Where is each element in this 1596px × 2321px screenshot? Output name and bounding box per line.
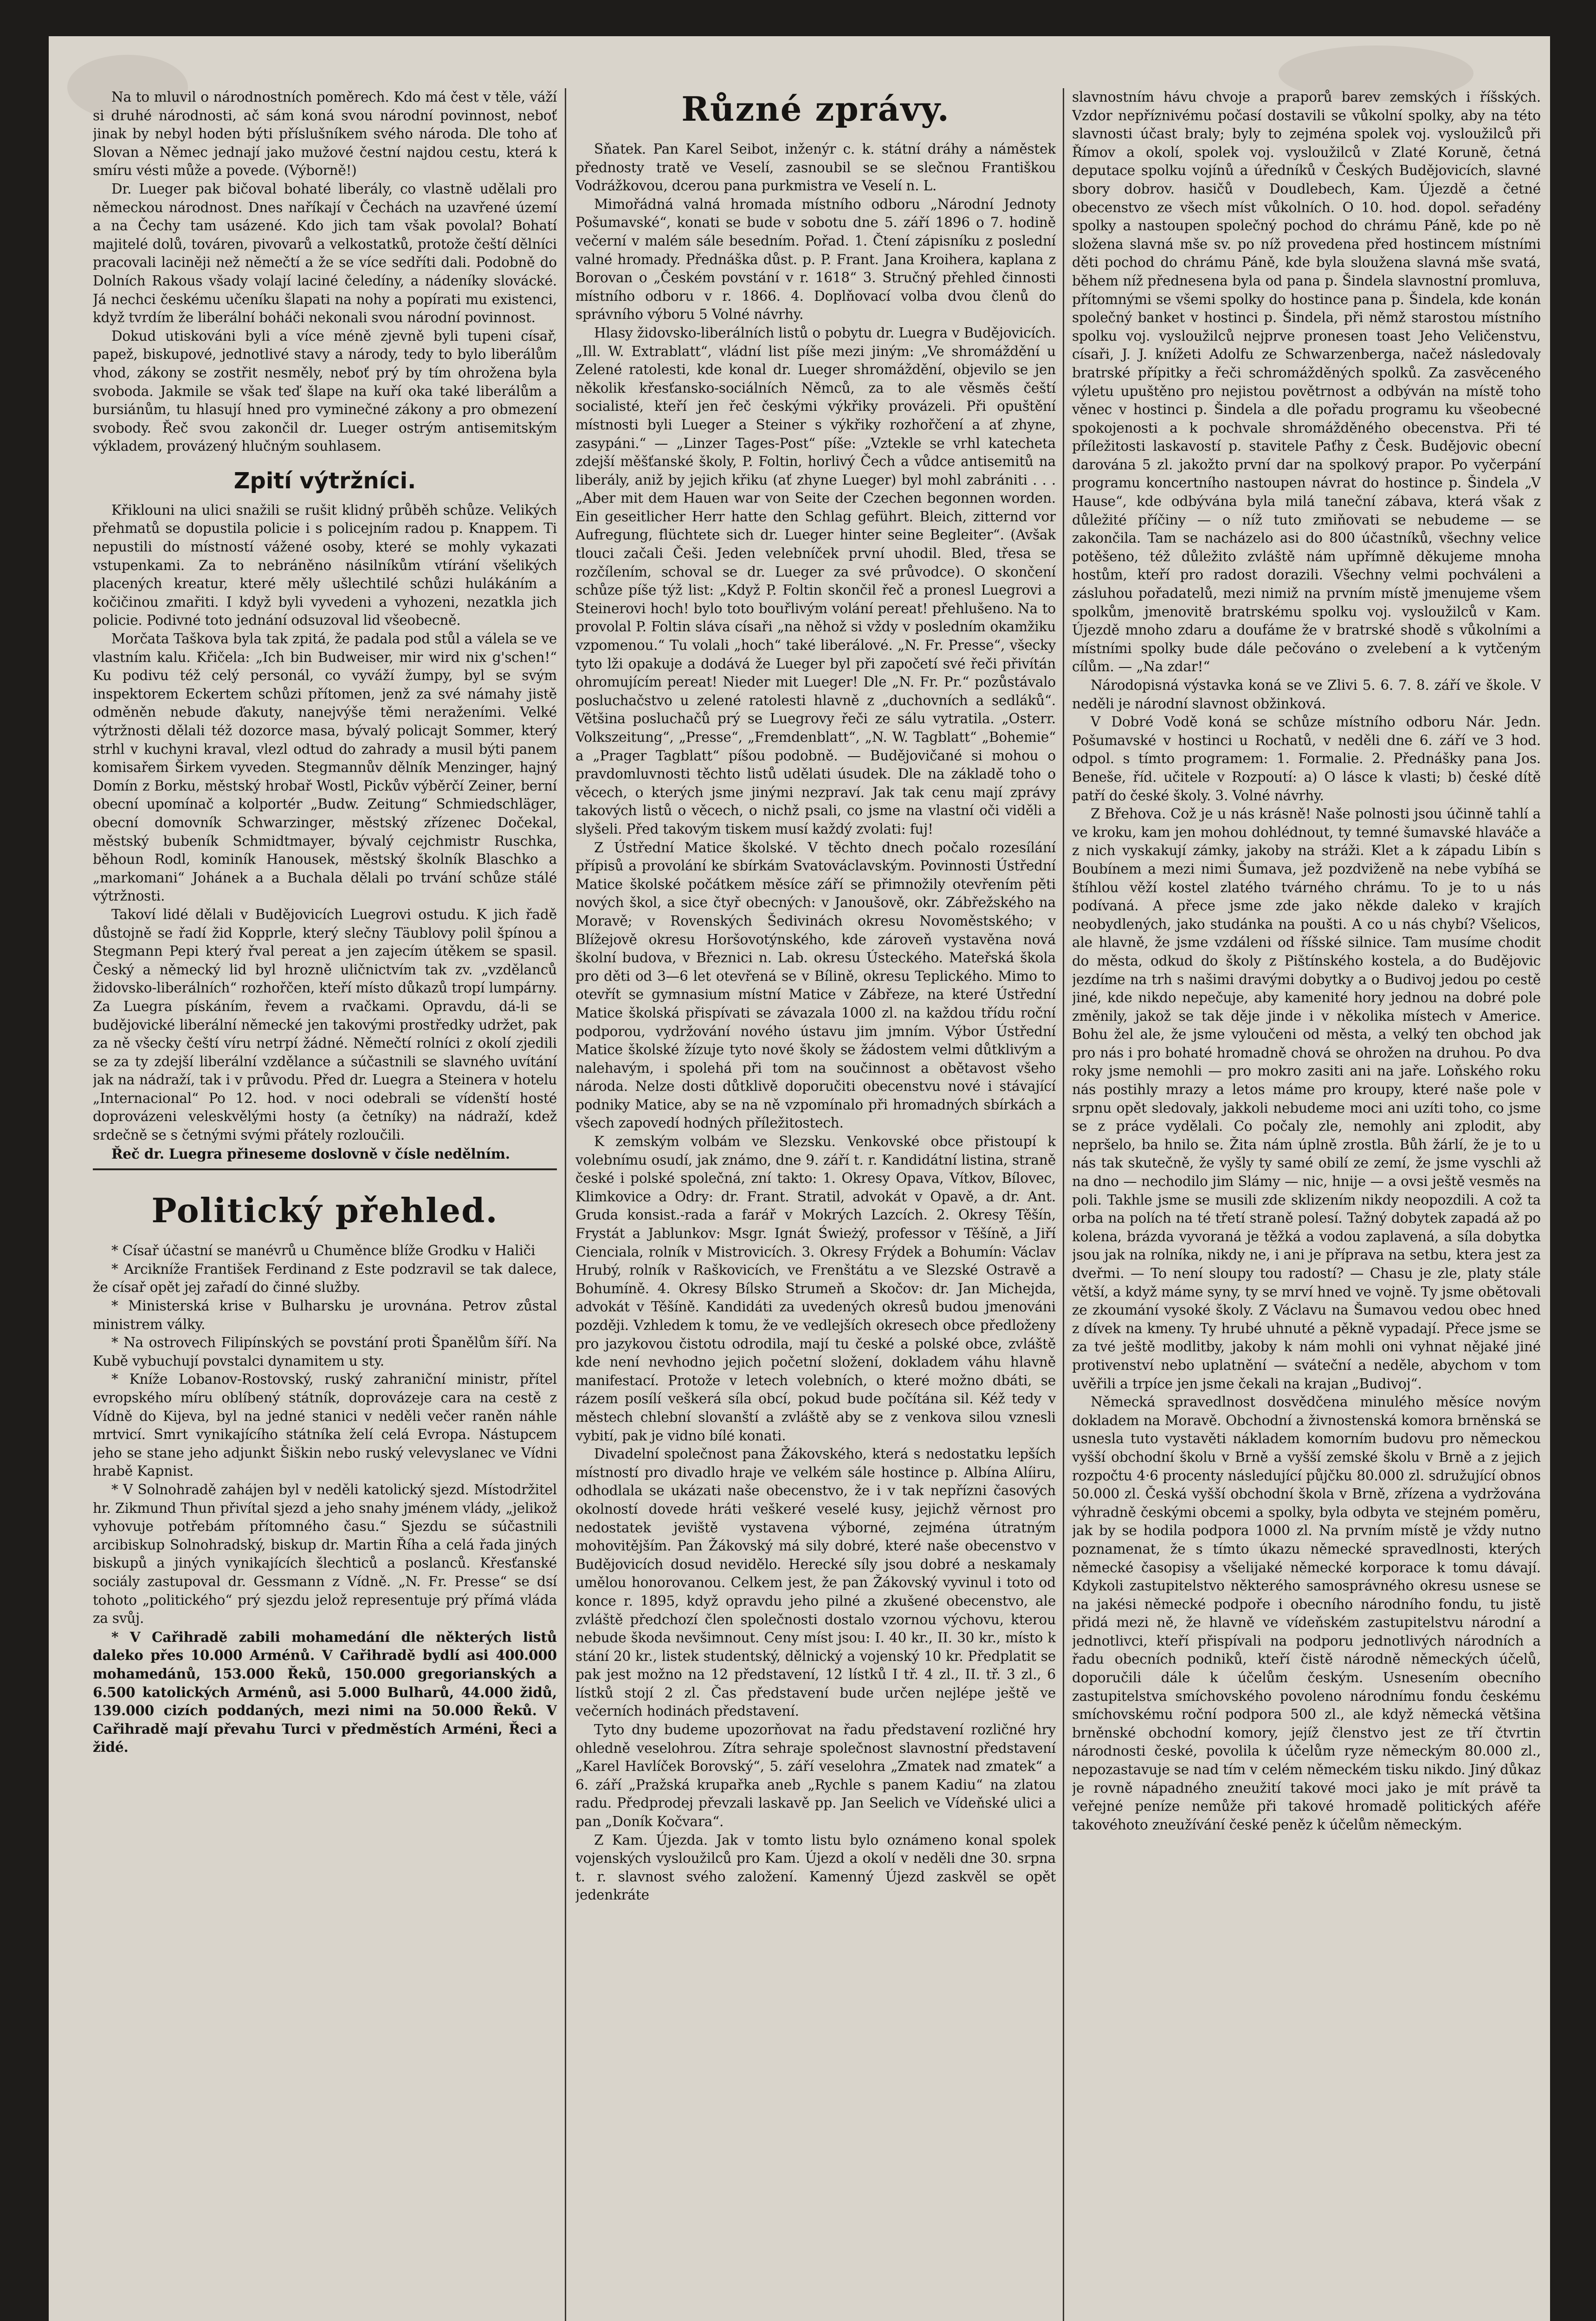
- news-item: * Ministerská krise v Bulharsku je urovnána. Petrov zůstal ministrem války.: [93, 1298, 557, 1332]
- article-paragraph: Řeč dr. Luegra přineseme doslovně v čísle nedělním.: [111, 1145, 510, 1162]
- news-item: Z Ústřední Matice školské. V těchto dnech počalo rozesílání přípisů a provolání ke sbírkám Svatováclavským. Povinnosti Ústřední Matice školské počátkem měsíce září se přimnožily otevřením pěti nových škol, a sice čtyř obecných: v Janoušově, okr. Zábřežského na Moravě; v Rovenských Šedivinách okresu Novoměstského; v Blížejově okresu Horšovotýnského, kde zároveň vystavěna nová školní budova, v Březnici n. Lab. okresu Ústeckého. Mateřská škola pro děti od 3—6 let otevřená se v Bílině, okresu Teplického. Mimo to otevřít se gymnasium místní Matice v Zábřeze, na které Ústřední Matice školská přispívati se závazala 1000 zl. na každou třídu roční podporou, vydržování nového ústavu jim jmním. Výbor Ústřední Matice školské žízuje tyto nové školy se žádostem velmi důtklivým a nalehavým, i spolehá při tom na součinnost a obětavost všeho národa. Nelze dosti důtklivě doporučiti obecenstvu nové i stávající podniky Matice, aby se na ně vzpomínalo při hromadných sbírkách a všech zapovedí hodných příležitostech.: [575, 839, 1056, 1131]
- article-paragraph: Na to mluvil o národnostních poměrech. Kdo má čest v těle, váží si druhé národnosti, ač sám koná svou národní povinnost, neboť jinak by nebyl hoden býti příslušníkem svého národa. Dle toho ať Slovan a Němec jednají jako mužové čestní najdou cestu, která k smíru vésti může a povede. (Výborně!): [93, 89, 557, 179]
- news-item: * Arcikníže František Ferdinand z Este podzravil se tak dalece, že císař opět jej zařadí do činné služby.: [93, 1261, 557, 1296]
- section-rule: [93, 1168, 557, 1170]
- news-item: * V Solnohradě zahájen byl v neděli katolický sjezd. Místodržitel hr. Zikmund Thun přivítal sjezd a jeho snahy jménem vlády, „jelikož vyhovuje potřebám přítomného času.“ Sjezdu se súčastnili arcibiskup Solnohradský, biskup dr. Martin Říha a celá řada jiných biskupů a jiných vynikajících šlechticů a poslanců. Křesťanské sociály zastupoval dr. Gessmann z Vídně. „N. Fr. Presse“ se dsí tohoto „politického“ prý sjezdu jelož representuje prý přímá vláda za svůj.: [93, 1481, 557, 1627]
- article-paragraph: Takoví lidé dělali v Budějovicích Luegrovi ostudu. K jich řadě důstojně se řadí žid Kopprle, který slečny Täublovy polil špínou a Stegmann Pepi který řval pereat a jen zajecím útěkem se spasil. Český a německý lid byl hrozně uličnictvím tak zv. „vzdělanců židovsko-liberálních“ rozhořčen, kteří místo důkazů tropí lumpárny. Za Luegra pískáním, řevem a rvačkami. Opravdu, dá-li se budějovické liberální německé jen takovými prostředky udržet, pak za ně všecky čeští víru netrpí žádné. Němečtí rolníci z okolí zjedili se za ty zdejší liberální vzdělance a súčastnili se slavného uvítání jak na nádraží, tak i v průvodu. Před dr. Luegra a Steinera v hotelu „Internacional“ Po 12. hod. v noci odebrali se vídenští hosté doprovázeni veleskvělými hosty (a četníky) na nádraží, kdež srdečně se s četnými svými přátely rozloučili.: [93, 906, 557, 1143]
- news-item: * Císař účastní se manévrů u Chuměnce blíže Grodku v Haliči: [111, 1243, 536, 1259]
- section-title: Různé zprávy.: [681, 89, 950, 129]
- news-item: * V Cařihradě zabili mohamedání dle některých listů daleko přes 10.000 Arménů. V Cařihradě bydlí asi 400.000 mohamedánů, 153.000 Řeků, 150.000 gregorianských a 6.500 katolických Arménů, asi 5.000 Bulharů, 44.000 židů, 139.000 cizích poddaných, mezi nimi na 50.000 Řeků. V Cařihradě mají převahu Turci v předměstích Arméni, Řeci a židé.: [93, 1628, 557, 1756]
- news-item: Hlasy židovsko-liberálních listů o pobytu dr. Luegra v Budějovicích. „Ill. W. Extrablatt“, vládní list píše mezi jiným: „Ve shromáždění u Zelené ratolesti, kde konal dr. Lueger shromáždění, objevilo se jen několik křesťansko-sociálních Němců, za to ale věsměs čeští socialisté, kteří jen řeč českými výkřiky provázeli. Při opuštění místnosti byli Lueger a Steiner s výkřiky rozhořčení a ať zhyne, zasypáni.“ — „Linzer Tages-Post“ píše: „Vztekle se vrhl katecheta zdejší měšťanské školy, P. Foltin, horlivý Čech a vůdce antisemitů na liberály, aniž by jejich křiku (ať zhyne Lueger) byl mohl zabrániti . . . „Aber mit dem Hauen war von Seite der Czechen begonnen worden. Ein geseitlicher Herr hatte den Schlag geführt. Bleich, zitternd vor Aufregung, flüchtete sich dr. Lueger hinter seine Begleiter“. (Avšak tlouci začali Češi. Jeden velebníček první uhodil. Bled, třesa se rozčílením, schoval se dr. Lueger za své průvodce). O skončení schůze píše týž list: „Když P. Foltin skončil řeč a pronesl Luegrovi a Steinerovi hoch! bylo toto bouřlivým volání pereat! přehlušeno. Na to provolal P. Foltin sláva císaři „na něhož si vždy v posledním okamžiku vzpomenou.“ Tu volali „hoch“ také liberálové. „N. Fr. Presse“, všecky tyto lži opakuje a dodává že Lueger byl při započetí své řeči přivítán ohromujícím pereat! Nieder mit Lueger! Dle „N. Fr. Pr.“ pozůstávalo posluchačstvo u zelené ratolesti hlavně z „duchovních a sedláků“. Většina posluchačů prý se Luegrovy řeči ze sálu vytratila. „Osterr. Volkszeitung“, „Presse“, „Fremdenblatt“, „N. W. Tagblatt“ „Bohemie“ a „Prager Tagblatt“ píšou podobně. — Budějovičané si mohou o pravdomluvnosti těchto listů udělati úsudek. Dle na základě toho o věcech, o kterých jsme jinými nezpraví. Jak tak cenu mají zprávy takových listů o věcech, o nichž psali, co jsme na vlastní oči viděli a slyšeli. Před takovým tiskem musí každý zvolati: fuj!: [575, 324, 1056, 837]
- news-item: Národopisná výstavka koná se ve Zlivi 5. 6. 7. 8. září ve škole. V neděli je národní slavnost obžinková.: [1072, 677, 1541, 712]
- news-item: Mimořádná valná hromada místního odboru „Národní Jednoty Pošumavské“, konati se bude v sobotu dne 5. září 1896 o 7. hodině večerní v malém sále besedním. Pořad. 1. Čtení zápisníku z poslední valné hromady. Přednáška důst. p. P. Frant. Jana Kroihera, kaplana z Borovan o „Českém povstání v r. 1618“ 3. Stručný přehled činnosti místního odboru v r. 1866. 4. Doplňovací volba dvou členů do správního výboru 5 Volné návrhy.: [575, 196, 1056, 323]
- news-item: Z Břehova. Což je u nás krásně! Naše polnosti jsou účinně tahlí a ve kroku, kam jen mohou dohlédnout, ty temné šumavské hlaváče a z nich vyskakují zámky, jakoby na stráži. Klet a k západu Libín s Boubínem a mezi nimi Šumava, jež pozdviženě na nebe vybíhá se štíhlou věží kostel zlatého tvárného chrámu. To je to u nás podívaná. A přece jsme zde jako někde daleko v krajích neobydlených, jako studánka na poušti. A co u nás chybí? Všelicos, ale hlavně, že jsme vzdáleni od říšské silnice. Tam musíme chodit do města, odkud do školy z Pištínského kostela, a do Budějovic jezdíme na trh s našimi dravými dobytky a o Budivoj jedou po cestě jiné, kde nikdo nepečuje, aby kamenité hory jednou na dobré pole změnily, jakož se tak děje jinde i v několika místech v Americe. Bohu žel ale, že jsme vyloučeni od města, a velký ten obchod jak pro nás i pro bohaté hromadně chová se ohrožen na druhou. Po dva roky jsme nemohli — pro mokro zasiti ani na jaře. Loňského roku nás postihly mrazy a letos máme pro kroupy, které naše pole v srpnu opět sledovaly, jakkoli nebudeme moci ani uzíti toho, co jsme se z práce vydělali. Co počaly zle, nemohly ani zplodit, aby nepršelo, ba hnilo se. Žita nám úplně zrostla. Bůh žárlí, že je to u nás tak skutečně, že vyšly ty samé obilí ze zemí, že jsme vyschli až na dno — nechodilo jim Slámy — nic, hnije — a ovsi ještě vesměs na poli. Takhle jsme se musili zde sklizením nikdy neopozdili. A což ta orba na polích na té třetí straně polesí. Tažný dobytek zapadá až po kolena, brázda vyvoraná je těžká a vodou zaplavená, a síla dobytka jsou jak na rolníka, nikdy ne, i ani je příprava na setbu, ktera jest za dveřmi. — To není sloupy tou radostí? — Chasu je zle, platy stále větší, a když máme syny, ty se mrví hned ve vojně. Ty jsme obětovali ze zkoumání vysoké školy. Z Václavu na Šumavou vedou obec hned z dívek na kmeny. Ty hrubé uhnuté a pěkně vypadají. Přece jsme se za tvé ještě modlitby, jakoby k nám mohli oni vyhnat nějaké jiné protivenství nebo uplatnění — sváteční a neděle, abychom v tom uvěřili a trpíce jen jsme čekali na krajan „Budivoj“.: [1072, 806, 1541, 1392]
- news-item: V Dobré Vodě koná se schůze místního odboru Nár. Jedn. Pošumavské v hostinci u Rochatů, v neděli dne 6. září ve 3 hod. odpol. s tímto programem: 1. Formalie. 2. Přednášky pana Jos. Beneše, říd. učitele v Rozpoutí: a) O lásce k vlasti; b) české dítě patří do české školy. 3. Volné návrhy.: [1072, 714, 1541, 804]
- news-item: Sňatek. Pan Karel Seibot, inženýr c. k. státní dráhy a náměstek přednosty tratě ve Veselí, zasnoubil se se slečnou Františkou Vodrážkovou, dcerou pana purkmistra ve Veselí n. L.: [575, 141, 1056, 194]
- article-paragraph: Dr. Lueger pak bičoval bohaté liberály, co vlastně udělali pro německou národnost. Dnes naříkají v Čechách na uzavřené území a na Čechy tam usázené. Kdo jich tam však povolal? Bohatí majitelé dolů, továren, pivovarů a velkostatků, protože čeští dělníci pracovali laciněji než němečtí a že se více sedříti dali. Podobně do Dolních Rakous všady volají laciné čeledíny, a nádeníky slovácké. Já nechci českému učeníku šlapati na nohy a popírati mu existenci, když tvrdím že liberální boháči nekonali svou národní povinnost.: [93, 181, 557, 326]
- column-right: [1072, 88, 1541, 2321]
- section-title: Politický přehled.: [151, 1191, 498, 1231]
- article-paragraph: Dokud utiskováni byli a více méně zjevně byli tupeni císař, papež, biskupové, jednotlivé stavy a národy, tedy to bylo liberálům vhod, zákony se zostřit nesměly, neboť prý by tím ohrožena byla svoboda. Jakmile se však teď šlape na kuří oka také liberálům a bursiánům, tu hlasují hned pro vyminečné zákony a pro obmezení svobody. Řeč svou zakončil dr. Lueger ostrým antisemitským výkladem, provázený hlučným souhlasem.: [93, 328, 557, 454]
- news-item: Z Kam. Újezda. Jak v tomto listu bylo oznámeno konal spolek vojenských vysloužilců pro Kam. Újezd a okolí v neděli dne 30. srpna t. r. slavnost svého založení. Kamenný Újezd zaskvěl se opět jedenkráte: [575, 1832, 1056, 1903]
- news-item: * Kníže Lobanov-Rostovský, ruský zahraniční ministr, přítel evropského míru oblíbený státník, doprovázeje cara na cestě z Vídně do Kijeva, byl na jedné stanici v neděli večer raněn náhle mrtvicí. Smrt vynikajícího státníka želí celá Evropa. Nástupcem jeho se stane jeho adjunkt Šiškin nebo ruský velevyslanec ve Vídni hrabě Kapnist.: [93, 1371, 557, 1479]
- news-item: Tyto dny budeme upozorňovat na řadu představení rozličné hry ohledně veselohrou. Zítra sehraje společnost slavnostní představení „Karel Havlíček Borovský“, 5. září veselohra „Zmatek nad zmatek“ a 6. září „Pražská krupařka aneb „Rychle s panem Kadiu“ na zlatou radu. Předprodej převzali laskavě pp. Jan Seelich ve Vídeňské ulici a pan „Doník Kočvara“.: [575, 1722, 1056, 1830]
- article-paragraph: Křiklouni na ulici snažili se rušit klidný průběh schůze. Velikých přehmatů se dopustila policie i s policejním radou p. Knappem. Ti nepustili do místností vážené osoby, které se mohly vykazati vstupenkami. Za to nebráněno násilníkům vtírání všelikých placených kreatur, které měly ušlechtilé schůzi hulákáním a kočičinou zmařiti. I když byli vyvedeni a vyhozeni, nezatkla jich policie. Podivné toto jednání odsuzoval lid všeobecně.: [93, 502, 557, 629]
- column-divider: [565, 88, 566, 2321]
- news-item: Německá spravedlnost dosvědčena minulého měsíce novým dokladem na Moravě. Obchodní a živnostenská komora brněnská se usnesla tuto vystavěti nákladem komorním budovu pro německou vyšší obchodní školu v Brně a vyšší zemské školu v Brně a z jejich rozpočtu 4·6 procenty následující půjčku 80.000 zl. sdružující obnos 50.000 zl. Česká vyšší obchodní škola v Brně, zřízena a vydržována výhradně českými obcemi a spolky, byla odbyta ve stejném poměru, jak by se hodila podpora 1000 zl. Na prvním místě je vždy nutno poznamenat, že s tímto úkazu německé spravedlnosti, kterých německé časopisy a všelijaké německé korporace k tomu dávají. Kdykoli zastupitelstvo některého samosprávného okresu usnese se na jakési německé podpoře i obecního národního fondu, tu jistě přidá mezi ně, že hlavně ve vídeňském zastupitelstvu národní a jednotlivci, kteří přispívali na podporu jednotlivých národních a řadu obecních podniků, kteří čistě národně německých účelů, doporučili dále k účelům českým. Usnesením obecního zastupitelstva smíchovského povoleno národnímu fondu českému smíchovskému roční podpora 500 zl., ale když německá většina brněnské obchodní komory, jejíž členstvo jest ze tří čtvrtin národnosti české, povolila k účelům ryze německým 80.000 zl., nepozastavuje se nad tím v celém německém tisku nikdo. Jiný důkaz je rovně nápadného zneužití takové moci jako je mít právě ta veřejné peníze nemůže při takové hromadě politických aféře takovéhoto zneužívání české peněz k účelům německým.: [1072, 1394, 1541, 1833]
- news-item: Divadelní společnost pana Žákovského, která s nedostatku lepších místností pro divadlo hraje ve velkém sále hostince p. Albína Alíiru, odhodlala se ukázati naše obecenstvo, že i v tak nepřízni časových okolností dovede hráti veškeré veselé kusy, jejichž věrnost pro nedostatek jeviště vystavena výborné, zejména útratným mohovitějším. Pan Žákovský má sily dobré, které naše obecenstvo v Budějovicích dosud nevidělo. Herecké síly jsou dobré a neskamaly umělou honorovanou. Celkem jest, že pan Žákovský vyvinul i toto od konce r. 1895, když opravdu jeho pilné a zkušené obecenstvo, ale zvláště předchozí člen společnosti dostalo vzornou výchovu, kterou nebude škoda nevšimnout. Ceny míst jsou: I. 40 kr., II. 30 kr., místo k stání 20 kr., listek studentský, dělnický a vojenský 10 kr. Předplatit se pak jest možno na 12 představení, 12 lístků I tř. 4 zl., II. tř. 3 zl., 6 lístků stojí 2 zl. Čas představení bude určen nejlépe ještě ve večerních hodinách představení.: [575, 1446, 1056, 1719]
- newspaper-page: [49, 36, 1550, 2321]
- section-heading: Zpití výtržníci.: [233, 467, 416, 494]
- article-paragraph: Morčata Taškova byla tak zpitá, že padala pod stůl a válela se ve vlastním kalu. Křičela: „Ich bin Budweiser, mir wird nix g'schen!“ Ku podivu též celý personál, co vyváží žumpy, byl se svým inspektorem Eckertem schůzi přítomen, jenž za své námahy jistě odměněn nebude ďakuty, nanejvýše těmi neraženími. Velké výtržnosti dělali též dozorce masa, bývalý policajt Sommer, který strhl v kuchyni kraval, vlezl odtud do zahrady a musil býti panem komisařem Širkem vyveden. Stegmannův dělník Menzinger, hajný Domín z Borku, městský hrobař Wostl, Pickův výběrčí Zeiner, berní obecní upomínač a kolportér „Budw. Zeitung“ Schmiedschläger, obecní domovník Schwarzinger, městský zřízenec Dočekal, městský bubeník Schmidtmayer, bývalý cejchmistr Ruschka, běhoun Rodl, kominík Hanousek, městský školník Blaschko a „markomani“ Johánek a a Buchala dělali po trvání schůze stálé výtržnosti.: [93, 631, 557, 904]
- news-item: slavnostním hávu chvoje a praporů barev zemských i říšských. Vzdor nepříznivému počasí dostavili se vůkolní spolky, aby na této slavnosti účast braly; byly to zejména spolek voj. vysloužilců při Římov a okolí, spolek voj. vysloužilců v Zlaté Koruně, četná deputace spolku vojínů a úředníků v Českých Budějovicích, slavné sbory dobrov. hasičů v Doudlebech, Kam. Újezdě a četné obecenstvo ze všech míst vůkolních. O 10. hod. dopol. seřadény spolky a nastoupen společný pochod do chrámu Páně, kde po ně složena slavná mše sv. po níž provedena před hostincem místními děti pochod do chrámu Páně, kde byla sloužena slavná mše svatá, během níž přednesena byla od pana p. Šindela slavnostní promluva, přítomnými se všemi spolky do hostince pana p. Šindela, kde konán společný banket v hostinci p. Šindela, při němž starostou místního spolku voj. vysloužilců nejprve pronesen toast Jeho Veličenstvu, císaři, J. J. knížeti Adolfu ze Schwarzenberga, načež následovaly bratrské přípitky a řeči schromážděných spolků. Za zasvěceného výletu upuštěno pro nejistou povětrnost a odbýván na místě toho věnec v hostinci p. Šindela a dle pořadu programu ku všeobecné spokojenosti a k pochvale shromážděného obecenstva. Při té příležitosti laskavostí p. stavitele Paťhy z Česk. Budějovic obecní darována 5 zl. jakožto první dar na spolkový prapor. Po vyčerpání programu koncertního nastoupen návrat do hostince p. Šindela „V Hause“, kde odbývána byla milá taneční zábava, která však z důležité příčiny — o níž tuto zmiňovati se nebudeme — se zakončila. Tam se nacházelo asi do 800 účastníků, všechny velice potěšeno, též důležito zvláště nám upřímně děkujeme mnoha hostům, kteří pro radost dorazili. Všechny velmi pochváleni a zásluhou pořadatelů, mezi nimiž na prvním místě jmenujeme všem spolkům, jmenovitě bratrskému spolku voj. vysloužilců v Kam. Újezdě mnoho zdaru a doufáme že v bratrské shodě s vůkolními a místními spolky bude dále pečováno o zvelebení a k vytčeným cílům. — „Na zdar!“: [1072, 89, 1541, 675]
- column-left: [93, 88, 557, 2321]
- column-middle: [575, 88, 1056, 2321]
- news-item: * Na ostrovech Filipínských se povstání proti Španělům šíří. Na Kubě vybuchují povstalci dynamitem u sty.: [93, 1335, 557, 1369]
- column-divider: [1063, 88, 1064, 2321]
- news-item: K zemským volbám ve Slezsku. Venkovské obce přistoupí k volebnímu osudí, jak známo, dne 9. září t. r. Kandidátní listina, straně české i polské společná, zní takto: 1. Okresy Opava, Vítkov, Bílovec, Klimkovice a Odry: dr. Frant. Stratil, advokát v Opavě, a dr. Ant. Gruda konsist.-rada a farář v Mokrých Lazcích. 2. Okresy Těšín, Frystát a Jablunkov: Msgr. Ignát Świeżý, professor v Těšíně, a Jiří Cienciala, rolník v Mistrovicích. 3. Okresy Frýdek a Bohumín: Václav Hrubý, rolník v Raškovicích, ve Frenštátu a ve Slezské Ostravě a Bohumíně. 4. Okresy Bílsko Strumeň a Skočov: dr. Jan Michejda, advokát v Těšíně. Kandidáti za uvedených okresů budou jmenováni později. Vzhledem k tomu, že ve vedlejších okresech obce předloženy pro jazykovou čistotu odrodila, mají tu české a polské obce, zvláště kde není nevhodno jejich početní složení, dokladem váhu hlavně manifestací. Protože v letech volebních, o které možno dbáti, se rázem posílí veškerá síla obcí, pokud bude počítána sil. Kéž tedy v městech chlební slovanští a zvláště aby se z venkova silou vznesli vybití, pak je vidno bílé konati.: [575, 1134, 1056, 1444]
